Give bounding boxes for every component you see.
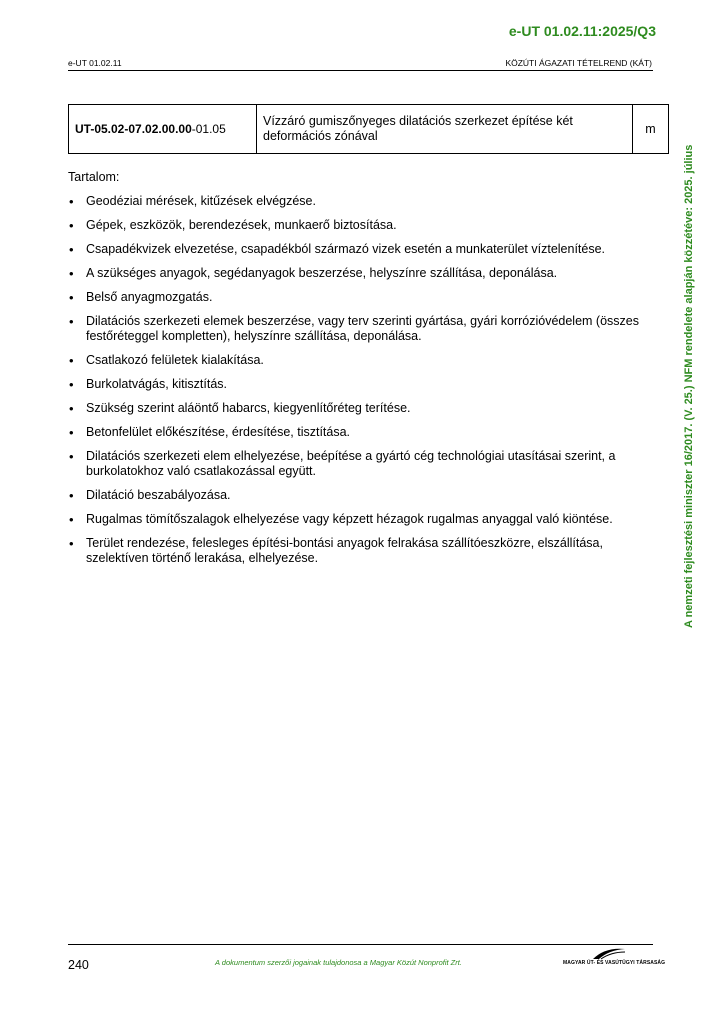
list-item: • Dilatációs szerkezeti elemek beszerzése, vagy terv szerinti gyártása, gyári korrózióvédelem (összes festőréteggel kompletten), helyszínre szállítása, deponálása. [68, 314, 658, 344]
list-item: • Gépek, eszközök, berendezések, munkaerő biztosítása. [68, 218, 658, 233]
list-item: • Dilatáció beszabályozása. [68, 488, 658, 503]
list-item: • Belső anyagmozgatás. [68, 290, 658, 305]
item-code [69, 105, 257, 154]
list-item: • Rugalmas tömítőszalagok elhelyezése vagy képzett hézagok rugalmas anyaggal való kiöntése. [68, 512, 658, 527]
copyright-note: A dokumentum szerzői jogainak tulajdonosa a Magyar Közút Nonprofit Zrt. [215, 958, 462, 967]
item-row [69, 105, 669, 154]
header-divider [68, 70, 653, 71]
logo-text: MAGYAR ÚT- ÉS VASÚTÜGYI TÁRSASÁG [563, 960, 666, 966]
page-number: 240 [68, 958, 89, 972]
list-item: • Csapadékvizek elvezetése, csapadékból származó vizek esetén a munkaterület víztelenítése. [68, 242, 658, 257]
list-item: • Dilatációs szerkezeti elem elhelyezése, beépítése a gyártó cég technológiai utasításai szerint, a burkolatokhoz való csatlakozással együtt. [68, 449, 658, 479]
item-unit: m [633, 105, 669, 154]
publication-note-vertical: A nemzeti fejlesztési miniszter 16/2017. (V. 25.) NFM rendelete alapján közzétéve: 2025. július [683, 144, 695, 628]
item-description: Vízzáró gumiszőnyeges dilatációs szerkezet építése két deformációs zónával [257, 105, 633, 154]
item-code-suffix: -01.05 [191, 122, 226, 136]
list-item: • Terület rendezése, felesleges építési-bontási anyagok felrakása szállítóeszközre, elszállítása, szelektíven történő lerakása, elhelyezése. [68, 536, 658, 566]
list-item: • Szükség szerint aláöntő habarcs, kiegyenlítőréteg terítése. [68, 401, 658, 416]
document-code: e-UT 01.02.11:2025/Q3 [508, 23, 656, 39]
item-code-main: UT-05.02-07.02.00.00 [75, 122, 192, 136]
header-left: e-UT 01.02.11 [68, 58, 122, 68]
list-item: • Burkolatvágás, kitisztítás. [68, 377, 658, 392]
header-right: KÖZÚTI ÁGAZATI TÉTELREND (KÁT) [505, 58, 652, 68]
list-item: • Betonfelület előkészítése, érdesítése, tisztítása. [68, 425, 658, 440]
company-logo [563, 946, 666, 970]
list-item: • A szükséges anyagok, segédanyagok beszerzése, helyszínre szállítása, deponálása. [68, 266, 658, 281]
item-table [68, 104, 669, 154]
list-item: • Geodéziai mérések, kitűzések elvégzése. [68, 194, 658, 209]
content-title: Tartalom: [68, 170, 120, 184]
content-list [68, 194, 658, 566]
content-section [68, 170, 658, 575]
footer-divider [68, 944, 653, 945]
list-item: • Csatlakozó felületek kialakítása. [68, 353, 658, 368]
road-arc-icon [591, 946, 627, 960]
